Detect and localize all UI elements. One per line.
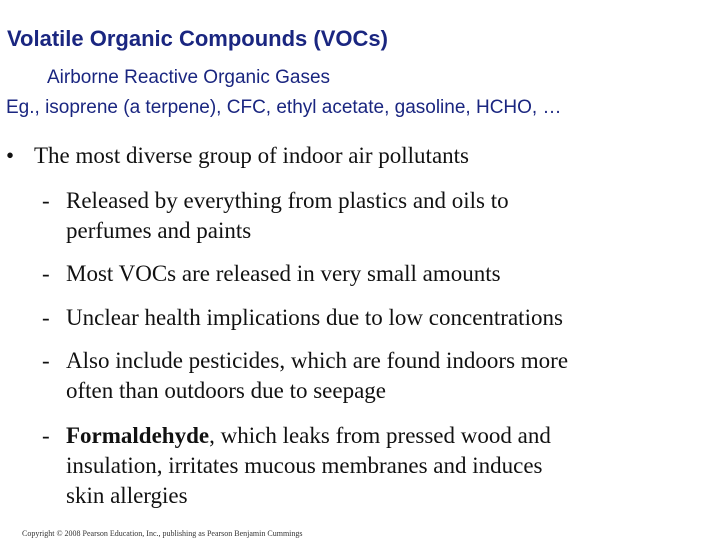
sub-bullet-line	[42, 421, 551, 451]
dash-marker: -	[42, 423, 50, 448]
sub-bullet-line: Unclear health implications due to low concentrations	[66, 305, 563, 330]
main-bullet-text: The most diverse group of indoor air pollutants	[34, 143, 470, 168]
sub-bullet-small-amounts	[42, 259, 501, 289]
sub-bullet-health	[42, 303, 563, 333]
dash-marker: -	[42, 261, 50, 286]
dash-marker: -	[42, 305, 50, 330]
sub-bullet-plastics	[42, 186, 509, 246]
slide-subtitle: Airborne Reactive Organic Gases	[47, 67, 331, 88]
bullet-marker: •	[6, 143, 15, 168]
sub-bullet-line: Most VOCs are released in very small amounts	[66, 261, 501, 286]
sub-bullet-pesticides	[42, 346, 568, 406]
sub-bullet-formaldehyde	[42, 421, 551, 511]
sub-bullet-line: often than outdoors due to seepage	[66, 378, 386, 403]
slide-title: Volatile Organic Compounds (VOCs)	[7, 26, 388, 51]
dash-marker: -	[42, 188, 50, 213]
sub-bullet-line-rest: , which leaks from pressed wood and	[209, 423, 551, 448]
sub-bullet-line: perfumes and paints	[66, 218, 252, 243]
sub-bullet-line: skin allergies	[66, 483, 188, 508]
sub-bullet-line: Also include pesticides, which are found indoors more	[66, 348, 569, 373]
sub-bullet-line: Released by everything from plastics and oils to	[66, 188, 509, 213]
copyright-footer: Copyright © 2008 Pearson Education, Inc., publishing as Pearson Benjamin Cummings	[22, 529, 303, 538]
main-bullet	[6, 143, 469, 169]
sub-bullet-line: insulation, irritates mucous membranes and induces	[66, 453, 543, 478]
formaldehyde-term: Formaldehyde	[66, 423, 210, 448]
examples-line: Eg., isoprene (a terpene), CFC, ethyl acetate, gasoline, HCHO, …	[6, 97, 562, 118]
dash-marker: -	[42, 348, 50, 373]
